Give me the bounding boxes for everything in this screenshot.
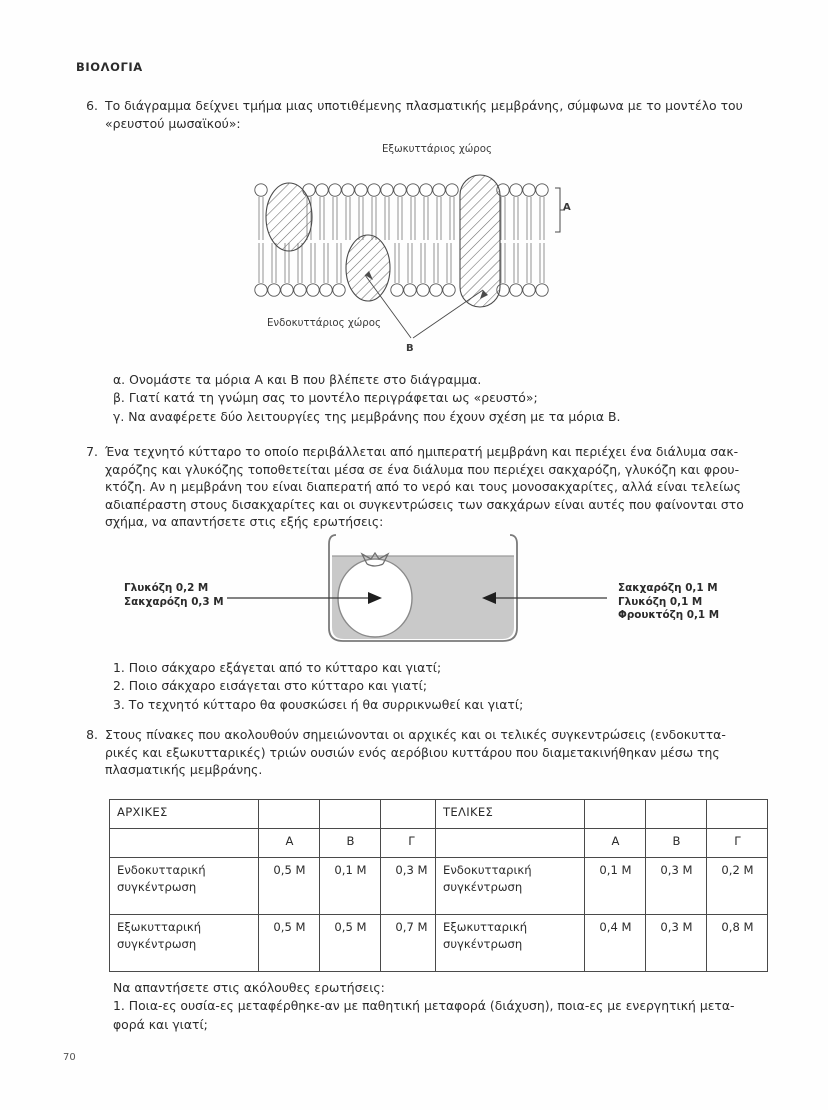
table-row bbox=[110, 800, 442, 829]
question-7-line-5: σχήμα, να απαντήσετε στις εξής ερωτήσεις: bbox=[105, 514, 384, 530]
osmosis-diagram bbox=[110, 533, 730, 651]
table-initial-col-a: Α bbox=[259, 829, 320, 858]
table-initial-concentrations bbox=[109, 799, 442, 972]
membrane-protein-peripheral-upper bbox=[266, 183, 312, 251]
question-8-closing-item-1: 1. Ποια-ες ουσία-ες μεταφέρθηκε-αν με παθητική μεταφορά (διάχυση), ποια-ες με ενεργητική μετα- bbox=[113, 998, 735, 1014]
table-final-title-spacer-1 bbox=[585, 800, 646, 829]
question-8-closing-intro: Να απαντήσετε στις ακόλουθες ερωτήσεις: bbox=[113, 980, 385, 995]
table-initial-title-spacer-1 bbox=[259, 800, 320, 829]
table-initial-intracellular-b: 0,1 Μ bbox=[320, 858, 381, 915]
table-initial-extracellular-a: 0,5 Μ bbox=[259, 915, 320, 972]
question-8-line-1: Στους πίνακες που ακολουθούν σημειώνονται οι αρχικές και οι τελικές συγκεντρώσεις (ενδοκυττα- bbox=[105, 727, 726, 742]
question-7 bbox=[76, 443, 768, 531]
table-initial-title-spacer-3 bbox=[381, 800, 442, 829]
question-7-sub-1: 1. Ποιο σάκχαρο εξάγεται από το κύτταρο και γιατί; bbox=[113, 660, 442, 675]
question-8-line-3: πλασματικής μεμβράνης. bbox=[105, 762, 263, 778]
membrane-protein-peripheral-lower bbox=[346, 235, 390, 301]
table-initial-intracellular-a: 0,5 Μ bbox=[259, 858, 320, 915]
table-final-extracellular-b: 0,3 Μ bbox=[646, 915, 707, 972]
question-6-sub-a: α. Ονομάστε τα μόρια Α και Β που βλέπετε στο διάγραμμα. bbox=[113, 372, 482, 387]
table-row bbox=[110, 915, 442, 972]
question-7-line-3: κτόζη. Αν η μεμβράνη του είναι διαπερατή από το νερό και τους μονοσακχαρίτες, αλλά είναι τελείως bbox=[105, 479, 741, 495]
osmosis-left-label-2: Σακχαρόζη 0,3 Μ bbox=[124, 595, 224, 608]
osmosis-right-label-3: Φρουκτόζη 0,1 Μ bbox=[618, 609, 720, 621]
table-initial-extracellular-c: 0,7 Μ bbox=[381, 915, 442, 972]
membrane-label-a: A bbox=[563, 202, 571, 213]
question-8-number: 8. bbox=[86, 727, 98, 742]
question-7-line-2: χαρόζης και γλυκόζης τοποθετείται μέσα σε ένα διάλυμα που περιέχει σακχαρόζη, γλυκόζη και φρου- bbox=[105, 461, 740, 477]
table-row bbox=[110, 829, 442, 858]
table-initial-row-intracellular-label: Ενδοκυτταρική συγκέντρωση bbox=[110, 858, 259, 915]
table-row bbox=[436, 915, 768, 972]
table-row bbox=[436, 829, 768, 858]
osmosis-left-label-1: Γλυκόζη 0,2 Μ bbox=[124, 582, 209, 594]
osmosis-right-label-2: Γλυκόζη 0,1 Μ bbox=[618, 595, 703, 608]
table-final-concentrations-wrapper bbox=[435, 799, 768, 972]
table-final-title-spacer-3 bbox=[707, 800, 768, 829]
question-6 bbox=[76, 97, 766, 132]
membrane-diagram bbox=[243, 140, 588, 362]
table-initial-intracellular-c: 0,3 Μ bbox=[381, 858, 442, 915]
table-final-title-spacer-2 bbox=[646, 800, 707, 829]
table-row bbox=[110, 858, 442, 915]
table-initial-header-blank bbox=[110, 829, 259, 858]
phospholipid-heads-lower bbox=[255, 284, 548, 296]
table-initial-title: ΑΡΧΙΚΕΣ bbox=[110, 800, 259, 829]
question-8 bbox=[76, 726, 768, 779]
question-8-text bbox=[98, 726, 726, 779]
table-initial-col-c: Γ bbox=[381, 829, 442, 858]
question-7-subquestions bbox=[113, 659, 523, 714]
question-7-text bbox=[98, 443, 744, 531]
table-final-col-c: Γ bbox=[707, 829, 768, 858]
subject-header: ΒΙΟΛΟΓΙΑ bbox=[76, 60, 143, 74]
membrane-label-b: B bbox=[406, 343, 414, 354]
question-8-closing-item-1-cont: φορά και γιατί; bbox=[113, 1016, 208, 1032]
table-final-header-blank bbox=[436, 829, 585, 858]
table-initial-col-b: Β bbox=[320, 829, 381, 858]
table-final-row-extracellular-label: Εξωκυτταρική συγκέντρωση bbox=[436, 915, 585, 972]
table-final-concentrations bbox=[435, 799, 768, 972]
membrane-label-extracellular: Εξωκυττάριος χώρος bbox=[382, 144, 492, 155]
table-final-title: ΤΕΛΙΚΕΣ bbox=[436, 800, 585, 829]
question-6-subquestions bbox=[113, 371, 620, 426]
question-8-closing bbox=[113, 979, 735, 1034]
question-7-number: 7. bbox=[86, 444, 98, 459]
table-initial-row-extracellular-label: Εξωκυτταρική συγκέντρωση bbox=[110, 915, 259, 972]
question-8-line-2: ρικές και εξωκυτταρικές) τριών ουσιών ενός αερόβιου κυττάρου που διαμετακινήθηκαν μέσω της bbox=[105, 744, 720, 760]
question-6-number: 6. bbox=[86, 98, 98, 113]
table-initial-title-spacer-2 bbox=[320, 800, 381, 829]
table-final-col-b: Β bbox=[646, 829, 707, 858]
question-6-text bbox=[98, 97, 743, 132]
table-final-intracellular-b: 0,3 Μ bbox=[646, 858, 707, 915]
membrane-label-intracellular: Ενδοκυττάριος χώρος bbox=[267, 318, 381, 329]
table-initial-concentrations-wrapper bbox=[109, 799, 442, 972]
question-6-sub-b: β. Γιατί κατά τη γνώμη σας το μοντέλο περιγράφεται ως «ρευστό»; bbox=[113, 390, 538, 406]
phospholipid-tails-lower bbox=[259, 243, 544, 283]
table-final-row-intracellular-label: Ενδοκυτταρική συγκέντρωση bbox=[436, 858, 585, 915]
question-7-sub-3: 3. Το τεχνητό κύτταρο θα φουσκώσει ή θα συρρικνωθεί και γιατί; bbox=[113, 696, 524, 712]
question-7-sub-2: 2. Ποιο σάκχαρο εισάγεται στο κύτταρο και γιατί; bbox=[113, 678, 428, 694]
table-final-intracellular-c: 0,2 Μ bbox=[707, 858, 768, 915]
table-final-extracellular-a: 0,4 Μ bbox=[585, 915, 646, 972]
table-initial-extracellular-b: 0,5 Μ bbox=[320, 915, 381, 972]
membrane-protein-integral bbox=[460, 175, 500, 307]
question-6-line-1: Το διάγραμμα δείχνει τμήμα μιας υποτιθέμενης πλασματικής μεμβράνης, σύμφωνα με το μοντέλο του bbox=[105, 98, 743, 113]
osmosis-right-labels bbox=[618, 582, 719, 623]
table-row bbox=[436, 800, 768, 829]
question-7-line-1: Ένα τεχνητό κύτταρο το οποίο περιβάλλεται από ημιπερατή μεμβράνη και περιέχει ένα διάλυμα σακ- bbox=[105, 444, 739, 459]
table-final-col-a: Α bbox=[585, 829, 646, 858]
osmosis-left-labels bbox=[124, 582, 224, 609]
table-final-intracellular-a: 0,1 Μ bbox=[585, 858, 646, 915]
question-7-line-4: αδιαπέραστη στους δισακχαρίτες και οι συγκεντρώσεις των σακχάρων είναι αυτές που φαίνονται στο bbox=[105, 496, 744, 512]
table-row bbox=[436, 858, 768, 915]
page-number: 70 bbox=[63, 1052, 76, 1063]
question-6-line-2: «ρευστού μωσαϊκού»: bbox=[105, 115, 241, 131]
table-final-extracellular-c: 0,8 Μ bbox=[707, 915, 768, 972]
osmosis-right-label-1: Σακχαρόζη 0,1 Μ bbox=[618, 582, 718, 594]
question-6-sub-c: γ. Να αναφέρετε δύο λειτουργίες της μεμβράνης που έχουν σχέση με τα μόρια Β. bbox=[113, 408, 621, 424]
